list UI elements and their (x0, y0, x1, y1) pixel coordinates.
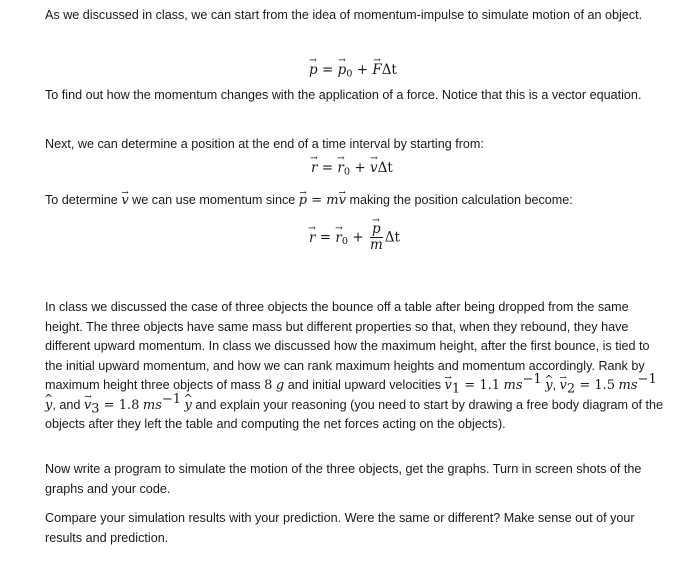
p-vector: → p (309, 62, 318, 78)
y-hat: ^ y (185, 396, 192, 416)
next-paragraph: Next, we can determine a position at the end of a time interval by starting from: (45, 137, 484, 151)
v-vector: → v (121, 191, 128, 211)
momentum-impulse-equation: → p = → $p_0$ + → FΔt (309, 62, 397, 78)
r-vector: → r (309, 230, 315, 246)
p0-subscript: 0 (346, 68, 353, 80)
p-over-m-fraction (370, 221, 383, 253)
v3-vector: → v (84, 396, 91, 416)
p-vector: → p (299, 191, 307, 211)
r-vector: → r (311, 160, 317, 176)
v2-value: 1.5 (594, 378, 616, 393)
position-equation: → r = → $r_0$ + → vΔt (311, 160, 393, 176)
r0-subscript: 0 (341, 235, 349, 247)
v-vector: → v (370, 160, 378, 176)
v3-value: 1.8 (118, 397, 140, 413)
momentum-change-paragraph: To find out how the momentum changes with the application of a force. Notice that this is a vector equation. (45, 88, 642, 102)
determine-paragraph: To determine → v we can use momentum since → p = m→ v making the position calculation become: (45, 191, 665, 211)
mass-symbol: m (369, 237, 383, 253)
delta-t: Δt (384, 229, 400, 246)
v1-vector: → v (445, 376, 452, 396)
r0-vector: → r (335, 230, 341, 246)
r0-vector: → r (337, 160, 343, 176)
y-hat: ^ y (45, 396, 52, 416)
class-discussion-paragraph: In class we discussed the case of three objects the bounce off a table after being dropped from the same height. The three objects have same mass but different properties so that, when they rebound, they have different upward momentum. In class we discussed how the maximum height, after the first bounce, is tied to the initial upward momentum, and how we can rank maximum heights and momentum accordingly. Rank by maximum height three objects of mass 8 g and initial upward velocities → $v_1 = 1.1$ $ms^{-1}$ ^ y, → $v_2 = 1.5$ $ms^{-1}$ ^ y, and → $v_3 = 1.8$ $ms^{-1}$ ^ y and explain your reasoning (you need to start by drawing a free body diagram of the objects after they left the table and computing the net forces acting on the objects). (45, 298, 665, 435)
p-vector: → p (372, 221, 381, 237)
r0-subscript: 0 (343, 166, 351, 178)
intro-paragraph: As we discussed in class, we can start from the idea of momentum-impulse to simulate motion of an object. (45, 8, 643, 22)
p0-vector: → p (338, 62, 347, 78)
position-momentum-equation: → r = → $r_0$ + → $\frac{p}{m}$ Δt (309, 222, 400, 254)
delta-t: Δt (381, 62, 397, 78)
v2-vector: → v (560, 376, 567, 396)
mass-unit: g (275, 378, 285, 393)
v1-value: 1.1 (479, 378, 501, 393)
force-vector: → F (372, 62, 381, 78)
compare-paragraph: Compare your simulation results with your prediction. Were the same or different? Make sense out of your results and prediction. (45, 511, 635, 545)
mass-symbol: m (326, 193, 339, 208)
y-hat: ^ y (545, 376, 552, 396)
simulate-paragraph: Now write a program to simulate the motion of the three objects, get the graphs. Turn in screen shots of the graphs and your code. (45, 462, 642, 496)
delta-t: Δt (377, 160, 393, 176)
mass-value: 8 (264, 378, 273, 393)
v-vector: → v (339, 191, 346, 211)
